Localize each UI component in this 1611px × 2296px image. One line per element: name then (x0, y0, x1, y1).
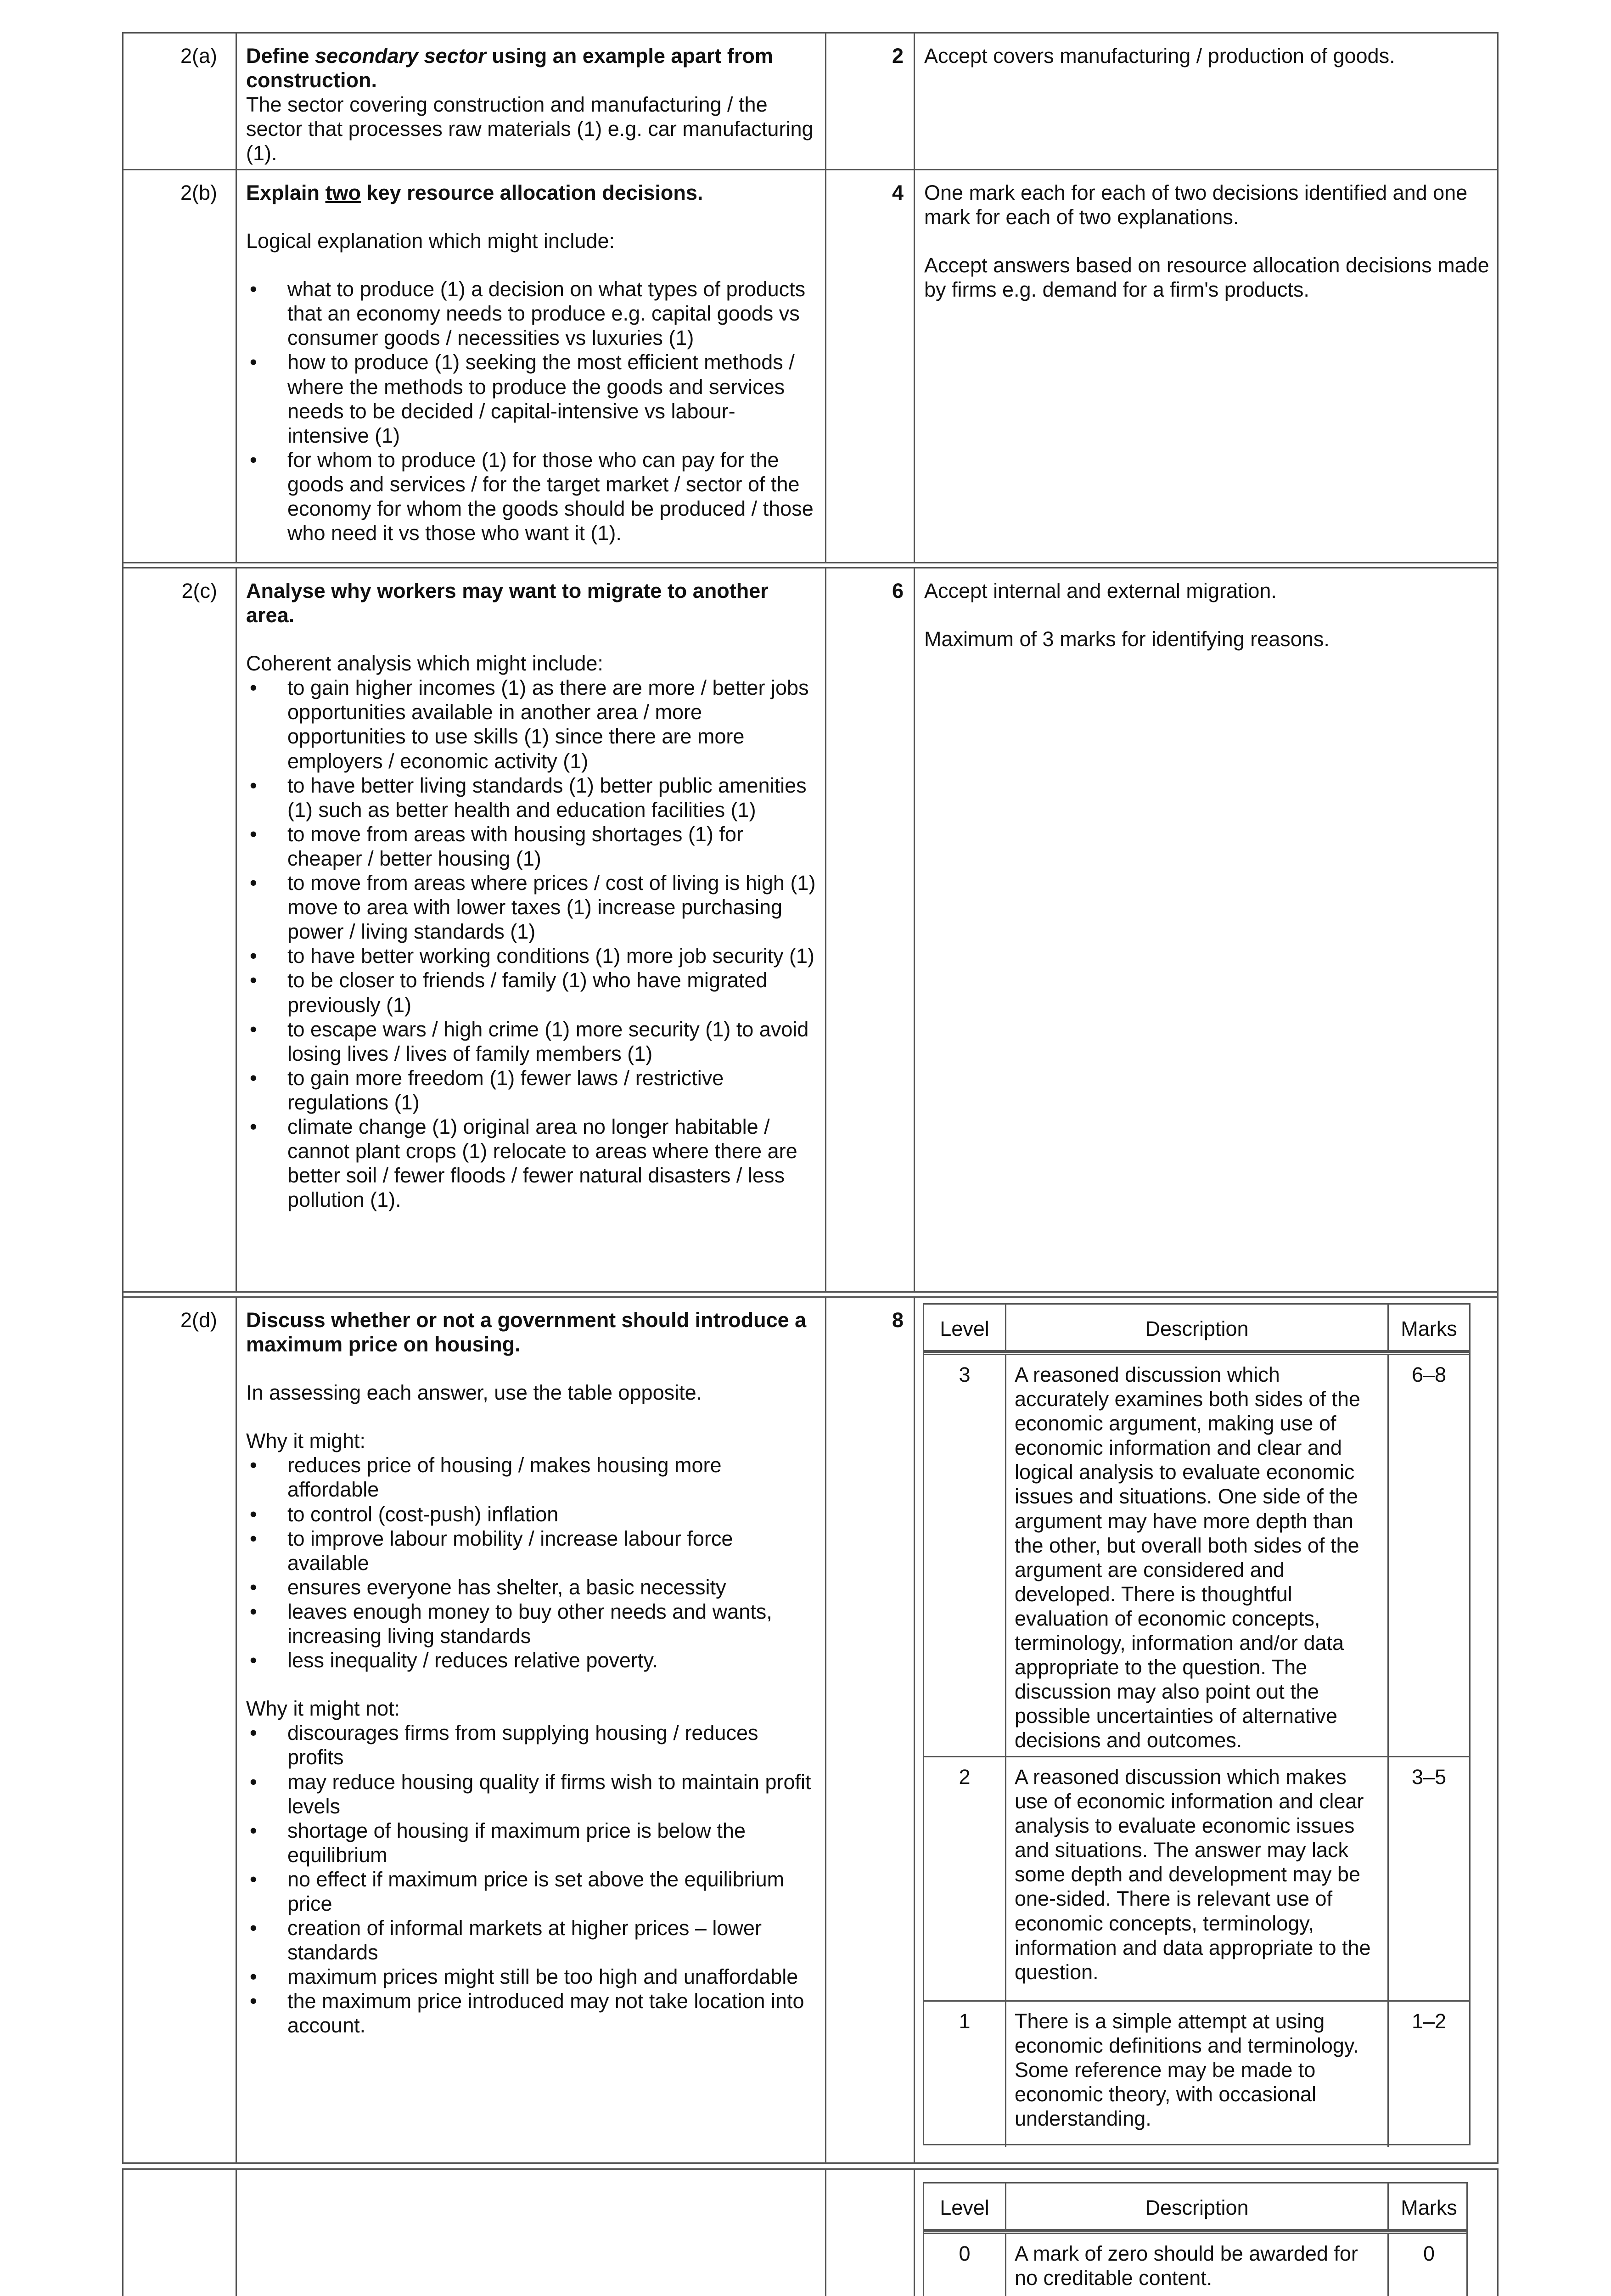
level-value: 3 (924, 1355, 1006, 1756)
level-marks: 3–5 (1411, 1765, 1447, 1789)
header-level: Level (924, 2183, 1006, 2229)
marks-cell-empty (826, 2170, 915, 2296)
level-value: 1 (924, 2002, 1006, 2147)
answer-bullets (246, 277, 816, 545)
guidance-text: Accept answers based on resource allocation decisions made by firms e.g. demand for a firm's products. (924, 253, 1489, 302)
level-row-0 (924, 2230, 1466, 2296)
list-item: • to have better living standards (1) better public amenities (1) such as better health and education facilities (1) (246, 773, 816, 822)
list-item: • climate change (1) original area no longer habitable / cannot plant crops (1) relocate to areas where there are better soil / fewer floods / fewer natural disasters / less pollution (1). (246, 1114, 816, 1212)
list-item: • discourages firms from supplying housing / reduces profits (246, 1721, 816, 1769)
answer-text: The sector covering construction and manufacturing / the sector that processes raw materials (1) e.g. car manufacturing (1). (246, 93, 814, 165)
list-item: • to improve labour mobility / increase labour force available (246, 1526, 816, 1575)
list-item: • for whom to produce (1) for those who can pay for the goods and services / for the target market / sector of the economy for whom the goods should be produced / those who need it vs those who want it (1). (246, 448, 816, 545)
level-table-header (924, 2183, 1466, 2230)
marks-value: 2 (826, 34, 915, 169)
question-number: 2(c) (123, 568, 237, 1291)
list-item: • ensures everyone has shelter, a basic necessity (246, 1575, 816, 1599)
guidance-text: Maximum of 3 marks for identifying reasons. (924, 627, 1330, 651)
level-row-3 (924, 1351, 1469, 1757)
level-value: 2 (924, 1757, 1006, 2000)
list-item: • how to produce (1) seeking the most efficient methods / where the methods to produce the goods and services needs to be decided / capital-intensive vs labour-intensive (1) (246, 350, 816, 447)
list-item: • leaves enough money to buy other needs and wants, increasing living standards (246, 1599, 816, 1648)
question-number: 2(a) (123, 34, 237, 169)
list-item: • to gain more freedom (1) fewer laws / restrictive regulations (1) (246, 1066, 816, 1114)
marks-value: 8 (826, 1298, 915, 2162)
list-item: • shortage of housing if maximum price is below the equilibrium (246, 1818, 816, 1867)
answer-cell (237, 568, 826, 1291)
might-heading: Why it might: (246, 1429, 366, 1453)
header-marks: Marks (1401, 2196, 1457, 2219)
guidance-text: One mark each for each of two decisions identified and one mark for each of two explanations. (924, 181, 1468, 229)
guidance-cell (915, 568, 1499, 1291)
answer-cell (237, 170, 826, 562)
level-description: A reasoned discussion which accurately examines both sides of the economic argument, making use of economic information and clear and logical analysis to evaluate economic issues and situations. One side of the argument may have more depth than the other, but overall both sides of the argument are considered and developed. There is thoughtful evaluation of economic concepts, terminology, information and/or data appropriate to the question. The discussion may also point out the possible uncertainties of alternative decisions and outcomes. (1006, 1355, 1389, 1756)
list-item: • maximum prices might still be too high and unaffordable (246, 1964, 816, 1989)
guidance-text: Accept internal and external migration. (924, 579, 1277, 602)
marks-value: 6 (826, 568, 915, 1291)
row-2c (123, 568, 1497, 1291)
level-marks: 0 (1423, 2242, 1435, 2265)
level-description: A reasoned discussion which makes use of economic information and clear analysis to evaluate economic issues and situations. The answer may lack some depth and development may be one-sided. There is relevant use of economic concepts, terminology, information and data appropriate to the question. (1006, 1757, 1389, 2000)
might-not-bullets (246, 1721, 816, 2037)
list-item: • less inequality / reduces relative poverty. (246, 1648, 816, 1672)
level-marks: 6–8 (1411, 1363, 1447, 1386)
level-row-2 (924, 1757, 1469, 2002)
row-2a (123, 34, 1497, 169)
marks-value: 4 (826, 170, 915, 562)
might-bullets (246, 1453, 816, 1672)
level-value: 0 (924, 2234, 1006, 2296)
row-2b (123, 169, 1497, 562)
header-marks: Marks (1401, 1317, 1457, 1340)
answer-cell-empty (237, 2170, 826, 2296)
level-table-header (924, 1305, 1469, 1351)
row-separator (123, 562, 1497, 568)
level-description: A mark of zero should be awarded for no creditable content. (1006, 2234, 1389, 2296)
list-item: • to have better working conditions (1) more job security (1) (246, 944, 816, 968)
answer-intro: Coherent analysis which might include: (246, 652, 603, 675)
guidance-cell (915, 170, 1499, 562)
answer-cell (237, 1298, 826, 2162)
level-table (923, 1303, 1471, 2145)
list-item: • to move from areas with housing shortages (1) for cheaper / better housing (1) (246, 822, 816, 871)
list-item: • the maximum price introduced may not take location into account. (246, 1989, 816, 2037)
level-row-1 (924, 2002, 1469, 2147)
list-item: • what to produce (1) a decision on what types of products that an economy needs to produce e.g. capital goods vs consumer goods / necessities vs luxuries (1) (246, 277, 816, 350)
level-marks: 1–2 (1411, 2009, 1447, 2033)
answer-cell (237, 34, 826, 169)
question-title: Explain two key resource allocation decisions. (246, 181, 703, 204)
question-title: Define secondary sector using an example apart from construction. (246, 44, 773, 92)
question-title: Discuss whether or not a government should introduce a maximum price on housing. (246, 1308, 807, 1356)
level-table-continued (923, 2182, 1468, 2296)
list-item: • creation of informal markets at higher prices – lower standards (246, 1916, 816, 1964)
header-level: Level (924, 1305, 1006, 1350)
question-title: Analyse why workers may want to migrate to another area. (246, 579, 769, 627)
level-description: There is a simple attempt at using economic definitions and terminology. Some reference may be made to economic theory, with occasional understanding. (1006, 2002, 1389, 2147)
list-item: • to move from areas where prices / cost of living is high (1) move to area with lower taxes (1) increase purchasing power / living standards (1) (246, 871, 816, 944)
header-description: Description (1006, 1305, 1389, 1350)
question-number: 2(d) (123, 1298, 237, 2162)
guidance-cell (915, 34, 1499, 169)
list-item: • to control (cost-push) inflation (246, 1502, 816, 1526)
answer-bullets (246, 675, 816, 1212)
guidance-text: Accept covers manufacturing / production of goods. (924, 44, 1395, 68)
list-item: • to escape wars / high crime (1) more security (1) to avoid losing lives / lives of family members (1) (246, 1017, 816, 1066)
question-number: 2(b) (123, 170, 237, 562)
list-item: • to be closer to friends / family (1) who have migrated previously (1) (246, 968, 816, 1017)
answer-intro: Logical explanation which might include: (246, 229, 615, 253)
row-separator (123, 1291, 1497, 1298)
header-description: Description (1006, 2183, 1389, 2229)
list-item: • no effect if maximum price is set above the equilibrium price (246, 1867, 816, 1916)
question-number-empty (123, 2170, 237, 2296)
might-not-heading: Why it might not: (246, 1697, 400, 1721)
list-item: • may reduce housing quality if firms wish to maintain profit levels (246, 1770, 816, 1818)
list-item: • reduces price of housing / makes housing more affordable (246, 1453, 816, 1502)
answer-intro: In assessing each answer, use the table opposite. (246, 1381, 702, 1405)
list-item: • to gain higher incomes (1) as there are more / better jobs opportunities available in another area / more opportunities to use skills (1) since there are more employers / economic activity (1) (246, 675, 816, 773)
